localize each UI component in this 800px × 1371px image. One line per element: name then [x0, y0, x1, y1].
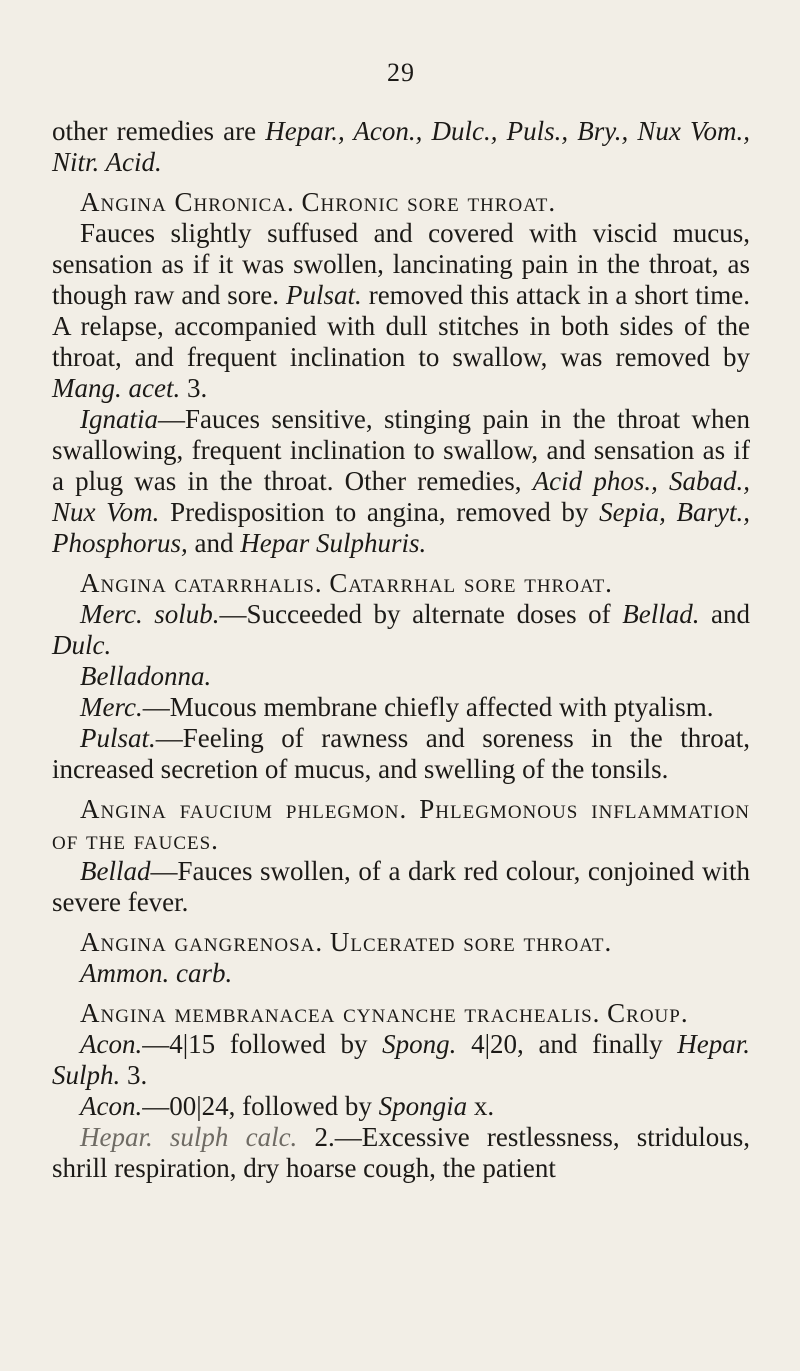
remedy: Bellad.: [622, 599, 700, 629]
heading-latin: Angina catarrhalis.: [80, 568, 323, 598]
text: —Fauces swollen, of a dark red colour, conjoined with severe fever.: [52, 856, 750, 917]
text: 3.: [186, 373, 208, 403]
paragraph-bellad: [52, 856, 750, 918]
text: —Feeling of rawness and soreness in the throat, increased secretion of mucus, and swelling of the tonsils.: [52, 723, 750, 784]
remedy-list: Hepar., Acon., Dulc., Puls., Bry., Nux Vom., Nitr. Acid.: [52, 116, 751, 177]
text: —Fauces sensitive, stinging pain in the throat when swallowing, frequent inclination to swallow, and sensation as if a plug was in the throat. Other remedies,: [52, 404, 750, 496]
text: and: [194, 528, 234, 558]
text: Predisposition to angina, removed by: [170, 497, 589, 527]
heading-english: Chronic sore throat.: [301, 187, 557, 217]
paragraph-other-remedies: [52, 116, 750, 178]
heading-latin: Angina Chronica.: [80, 187, 295, 217]
remedy: Acon.: [80, 1091, 143, 1121]
text: —Mucous membrane chiefly affected with ptyalism.: [142, 692, 714, 722]
remedy: Belladonna.: [80, 661, 212, 691]
remedy: Dulc.: [52, 630, 112, 660]
text: —4|15 followed by: [142, 1029, 368, 1059]
remedy: Hepar. sulph calc.: [80, 1122, 298, 1152]
paragraph-merc: [52, 692, 750, 723]
heading-angina-catarrhalis: [52, 568, 750, 599]
remedy: Hepar. Sulph.: [52, 1029, 751, 1090]
heading-english: Ulcerated sore throat.: [329, 927, 613, 957]
paragraph-merc-solub: [52, 599, 750, 661]
heading-latin: Angina gangrenosa.: [80, 927, 324, 957]
heading-latin: Angina membranacea cynanche trachealis.: [80, 998, 601, 1028]
paragraph-hepar-sulph-calc: [52, 1122, 750, 1184]
heading-latin: Angina faucium phlegmon.: [80, 794, 408, 824]
remedy: Merc. solub.: [80, 599, 220, 629]
heading-angina-membranacea: [52, 998, 750, 1029]
remedy: Bellad: [80, 856, 151, 886]
text: Fauces slightly suffused and covered with viscid mucus, sensation as if it was swollen, lancinating pain in the throat, as though raw and sore.: [52, 218, 750, 310]
remedy: Spong.: [382, 1029, 457, 1059]
text: 4|20, and finally: [471, 1029, 663, 1059]
remedy-list: Sepia, Baryt., Phosphorus,: [52, 497, 750, 558]
text: removed this attack in a short time. A relapse, accompanied with dull stitches in both sides of the throat, and frequent inclination to swallow, was removed by: [52, 280, 751, 372]
remedy: Hepar Sulphuris.: [240, 528, 427, 558]
remedy-list: Acid phos., Sabad., Nux Vom.: [52, 466, 750, 527]
remedy: Ammon. carb.: [80, 958, 233, 988]
remedy: Ignatia: [80, 404, 158, 434]
remedy: Pulsat.: [80, 723, 156, 753]
text: x.: [473, 1091, 495, 1121]
heading-english: Phlegmonous inflammation of the fauces.: [52, 794, 751, 855]
heading-english: Croup.: [607, 998, 689, 1028]
heading-angina-chronica: [52, 187, 750, 218]
paragraph-ignatia: [52, 404, 750, 559]
remedy: Pulsat.: [285, 280, 362, 310]
paragraph-pulsat: [52, 723, 750, 785]
heading-angina-gangrenosa: [52, 927, 750, 958]
paragraph-belladonna: [52, 661, 750, 692]
paragraph-ammon-carb: [52, 958, 750, 989]
paragraph-acon-spongia: [52, 1091, 750, 1122]
text: 3.: [127, 1060, 148, 1090]
remedy: Acon.: [80, 1029, 143, 1059]
paragraph-acon-spong: [52, 1029, 750, 1091]
text: —00|24, followed by: [142, 1091, 372, 1121]
remedy: Mang. acet.: [52, 373, 181, 403]
remedy: Merc.: [80, 692, 143, 722]
heading-english: Catarrhal sore throat.: [329, 568, 613, 598]
text: —Succeeded by alternate doses of: [219, 599, 611, 629]
heading-angina-faucium: [52, 794, 750, 856]
text: other remedies are: [52, 116, 257, 146]
page-number: 29: [387, 58, 415, 87]
text: and: [711, 599, 750, 629]
remedy: Spongia: [378, 1091, 468, 1121]
paragraph-chronica-body: [52, 218, 750, 404]
text: 2.—Excessive restlessness, stridulous, shrill respiration, dry hoarse cough, the patient: [52, 1122, 751, 1183]
